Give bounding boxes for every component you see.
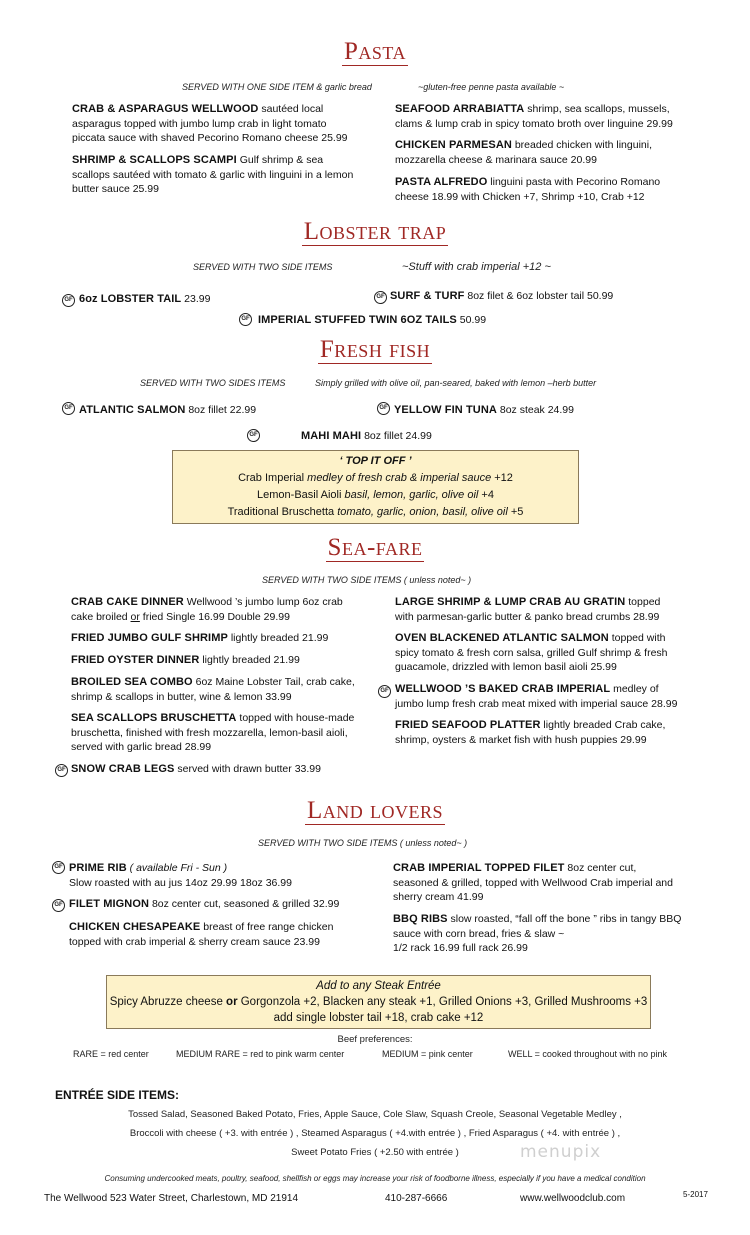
section-title-sea-fare: Sea-fare: [327, 534, 423, 561]
menu-item-crab-cake-dinner: CRAB CAKE DINNER Wellwood ’s jumbo lump 6oz crab cake broiled or fried Single 16.99 Double 29.99: [71, 596, 343, 623]
steak-addons-line2: add single lobster tail +18, crab cake +12: [273, 1012, 484, 1024]
menu-item-baked-crab-imperial: WELLWOOD ’S BAKED CRAB IMPERIAL medley of jumbo lump fresh crab meat mixed with imperial sauce 28.99: [395, 683, 678, 710]
top-it-off-crab-imperial: Crab Imperial medley of fresh crab & imperial sauce +12: [238, 472, 513, 484]
menu-item-mahi-mahi: MAHI MAHI 8oz fillet 24.99: [301, 430, 432, 442]
beef-well: WELL = cooked throughout with no pink: [508, 1049, 668, 1059]
footer-address: The Wellwood 523 Water Street, Charlestown, MD 21914: [44, 1193, 299, 1204]
fish-note-prep: Simply grilled with olive oil, pan-seared, baked with lemon –herb butter: [315, 378, 597, 388]
gluten-free-icon: GF: [247, 429, 260, 442]
beef-rare: RARE = red center: [73, 1049, 149, 1059]
menu-item-yellow-fin-tuna: YELLOW FIN TUNA 8oz steak 24.99: [394, 404, 574, 416]
menu-item-lobster-tail: 6oz LOBSTER TAIL 23.99: [79, 293, 211, 305]
gluten-free-icon: GF: [55, 764, 68, 777]
side-items-line1: Tossed Salad, Seasoned Baked Potato, Fries, Apple Sauce, Cole Slaw, Squash Creole, Seasonal Vegetable Medley ,: [128, 1109, 622, 1120]
menu-item-prime-rib: PRIME RIB ( available Fri - Sun ) Slow roasted with au jus 14oz 29.99 18oz 36.99: [69, 862, 292, 889]
gluten-free-icon: GF: [377, 402, 390, 415]
top-it-off-bruschetta: Traditional Bruschetta tomato, garlic, onion, basil, olive oil +5: [227, 506, 524, 518]
gluten-free-icon: GF: [378, 685, 391, 698]
side-items-line2: Broccoli with cheese ( +3. with entrée ) , Steamed Asparagus ( +4.with entrée ) , Fried Asparagus ( +4. with entrée ) ,: [129, 1128, 621, 1139]
gluten-free-icon: GF: [62, 294, 75, 307]
menu-item-sea-scallops-bruschetta: SEA SCALLOPS BRUSCHETTA topped with house-made bruschetta, finished with fresh mozzarella, lemon-basil aioli, served with garlic bread 28.99: [71, 712, 355, 753]
menu-item-fried-seafood-platter: FRIED SEAFOOD PLATTER lightly breaded Crab cake, shrimp, oysters & market fish with hush puppies 29.99: [395, 719, 666, 746]
menu-item-fried-oyster-dinner: FRIED OYSTER DINNER lightly breaded 21.99: [71, 654, 300, 666]
footer-website: www.wellwoodclub.com: [520, 1193, 626, 1204]
section-title-land-lovers: Land lovers: [306, 797, 444, 824]
section-title-pasta: Pasta: [344, 38, 406, 65]
gluten-free-icon: GF: [239, 313, 252, 326]
steak-addons-box: [106, 975, 651, 1029]
lobster-note-stuff: ~Stuff with crab imperial +12 ~: [402, 261, 551, 273]
fish-note-side: SERVED WITH TWO SIDES ITEMS: [140, 378, 286, 388]
top-it-off-box: [172, 450, 579, 524]
menu-item-bbq-ribs: BBQ RIBS slow roasted, “fall off the bone ” ribs in tangy BBQ sauce with corn bread, fries & slaw ~ 1/2 rack 16.99 full rack 26.99: [393, 913, 682, 954]
menu-item-pasta-alfredo: PASTA ALFREDO linguini pasta with Pecorino Romano cheese 18.99 with Chicken +7, Shrimp +10, Crab +12: [395, 176, 661, 203]
menu-item-filet-mignon: FILET MIGNON 8oz center cut, seasoned & grilled 32.99: [69, 898, 340, 910]
top-it-off-heading: ‘ TOP IT OFF ’: [339, 455, 412, 467]
menu-item-chicken-parmesan: CHICKEN PARMESAN breaded chicken with linguini, mozzarella cheese & marinara sauce 20.99: [395, 139, 652, 166]
top-it-off-aioli: Lemon-Basil Aioli basil, lemon, garlic, olive oil +4: [257, 489, 494, 501]
menu-item-crab-imperial-filet: CRAB IMPERIAL TOPPED FILET 8oz center cut, seasoned & grilled, topped with Wellwood Crab imperial and sherry cream 41.99: [393, 862, 673, 903]
gluten-free-icon: GF: [52, 899, 65, 912]
gluten-free-icon: GF: [52, 861, 65, 874]
menu-item-imperial-stuffed-tails: IMPERIAL STUFFED TWIN 6OZ TAILS 50.99: [258, 314, 487, 326]
lobster-note-side: SERVED WITH TWO SIDE ITEMS: [193, 262, 333, 272]
side-items-line3: Sweet Potato Fries ( +2.50 with entrée ): [291, 1147, 459, 1158]
section-title-fresh-fish: Fresh fish: [319, 336, 431, 363]
footer-phone: 410-287-6666: [385, 1193, 448, 1204]
menu-item-atlantic-salmon: ATLANTIC SALMON 8oz fillet 22.99: [79, 404, 257, 416]
menu-item-seafood-arrabiatta: SEAFOOD ARRABIATTA shrimp, sea scallops, mussels, clams & lump crab in spicy tomato broth over linguine 29.99: [395, 103, 673, 130]
menu-item-blackened-salmon: OVEN BLACKENED ATLANTIC SALMON topped with spicy tomato & fresh corn salsa, grilled Gulf shrimp & fresh guacamole, drizzled with lemon basil aioli 25.99: [395, 632, 668, 673]
beef-medium: MEDIUM = pink center: [382, 1049, 473, 1059]
section-title-lobster-trap: Lobster trap: [303, 218, 447, 245]
gluten-free-icon: GF: [374, 291, 387, 304]
land-note: SERVED WITH TWO SIDE ITEMS ( unless noted~ ): [258, 838, 468, 848]
menu-item-crab-asparagus: CRAB & ASPARAGUS WELLWOOD sautéed local asparagus topped with jumbo lump crab in light tomato piccata sauce with shaved Pecorino Romano cheese 25.99: [72, 103, 348, 144]
beef-preferences-heading: Beef preferences:: [337, 1034, 413, 1045]
menupix-watermark: menupix: [520, 1142, 602, 1162]
footer-date: 5-2017: [683, 1190, 708, 1199]
menu-item-snow-crab-legs: SNOW CRAB LEGS served with drawn butter 33.99: [71, 763, 321, 775]
gluten-free-icon: GF: [62, 402, 75, 415]
menu-item-chicken-chesapeake: CHICKEN CHESAPEAKE breast of free range chicken topped with crab imperial & sherry cream sauce 23.99: [69, 921, 334, 948]
menu-item-broiled-sea-combo: BROILED SEA COMBO 6oz Maine Lobster Tail, crab cake, shrimp & scallops in butter, wine & lemon 33.99: [71, 676, 355, 703]
side-items-heading: ENTRÉE SIDE ITEMS:: [55, 1088, 180, 1102]
menu-item-shrimp-crab-au-gratin: LARGE SHRIMP & LUMP CRAB AU GRATIN topped with parmesan-garlic butter & panko bread crumbs 28.99: [395, 596, 661, 623]
menu-item-surf-turf: SURF & TURF 8oz filet & 6oz lobster tail 50.99: [390, 290, 614, 302]
steak-addons-heading: Add to any Steak Entrée: [316, 980, 441, 992]
menu-item-fried-jumbo-shrimp: FRIED JUMBO GULF SHRIMP lightly breaded 21.99: [71, 632, 329, 644]
pasta-note-side: SERVED WITH ONE SIDE ITEM & garlic bread: [182, 82, 372, 92]
beef-medium-rare: MEDIUM RARE = red to pink warm center: [176, 1049, 345, 1059]
food-safety-disclaimer: Consuming undercooked meats, poultry, seafood, shellfish or eggs may increase your risk of foodborne illness, especially if you have a medical condition: [104, 1174, 646, 1183]
menu-item-shrimp-scallops-scampi: SHRIMP & SCALLOPS SCAMPI Gulf shrimp & sea scallops sautéed with tomato & garlic with linguini in a lemon butter sauce 25.99: [72, 154, 354, 195]
seafare-note: SERVED WITH TWO SIDE ITEMS ( unless noted~ ): [262, 575, 472, 585]
pasta-note-gluten: ~gluten-free penne pasta available ~: [418, 82, 565, 92]
steak-addons-line1: Spicy Abruzze cheese or Gorgonzola +2, Blacken any steak +1, Grilled Onions +3, Grilled Mushrooms +3: [109, 996, 648, 1008]
